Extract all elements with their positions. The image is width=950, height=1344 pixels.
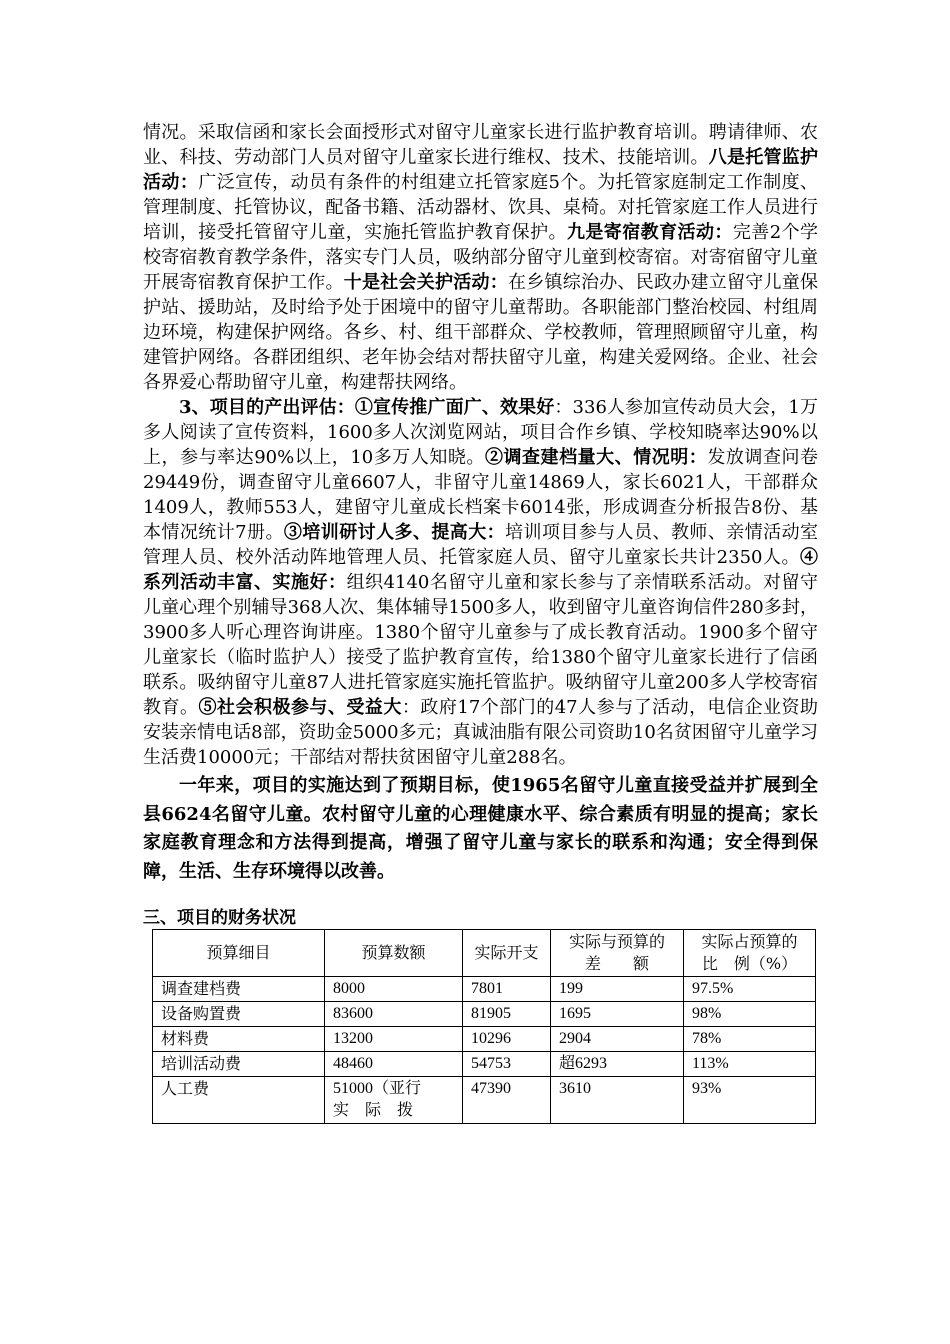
cell-budget-line1: 51000（亚行 [333,1080,422,1097]
cell-actual: 47390 [463,1077,551,1124]
text-run: 组织4140名留守儿童和家长参与了亲情联系活动。对留守儿童心理个别辅导368人次、集体辅导1500多人，收到留守儿童咨询信件280多封，3900多人听心理咨询讲座。1380个留守儿童参与了成长教育活动。1900多个留守儿童家长（临时监护人）接受了监护教育宣传，给1380个留守儿童家长进行了信函联系。吸纳留守儿童87人进托管家庭实施托管监护。吸纳留守儿童200多人学校寄宿教育。 [143,572,818,718]
cell-diff: 超6293 [551,1052,684,1077]
text-run: 广泛宣传，动员有条件的村组建立托管家庭5个。为托管家庭制定工作制度、管理制度、托管协议，配备书籍、活动器材、饮具、桌椅。对托管家庭工作人员进行培训，接受托管留守儿童，实施托管监护教育保护。 [143,172,818,243]
cell-diff: 3610 [551,1077,684,1124]
text-run: 情况。采取信函和家长会面授形式对留守儿童家长进行监护教育培训。聘请律师、农业、科技、劳动部门人员对留守儿童家长进行维权、技术、技能培训。 [143,122,818,168]
cell-actual: 10296 [463,1027,551,1052]
paragraph-summary: 一年来，项目的实施达到了预期目标，使1965名留守儿童直接受益并扩展到全县6624名留守儿童。农村留守儿童的心理健康水平、综合素质有明显的提高；家长家庭教育理念和方法得到提高，增强了留守儿童与家长的联系和沟通；安全得到保障，生活、生存环境得以改善。 [143,775,818,882]
table-row [153,1002,816,1027]
header-item: 预算细目 [153,930,325,977]
bold-heading-society: ⑤社会积极参与、受益大 [198,697,402,718]
cell-budget: 8000 [325,977,463,1002]
header-budget: 预算数额 [325,930,463,977]
cell-ratio: 78% [684,1027,816,1052]
bold-heading-activities: ④系列活动丰富、实施好： [143,547,818,593]
cell-budget: 13200 [325,1027,463,1052]
header-ratio-line2: 比 例（%） [701,954,798,973]
document-page [143,120,818,1124]
cell-item: 培训活动费 [153,1052,325,1077]
text-run: 发放调查问卷29449份，调查留守儿童6607人，非留守儿童14869人，家长6021人，干部群众1409人，教师553人，建留守儿童成长档案卡6014张，形成调查分析报告8份、基本情况统计7册。 [143,447,819,543]
text-run: 培训项目参与人员、教师、亲情活动室管理人员、校外活动阵地管理人员、托管家庭人员、留守儿童家长共计2350人。 [143,522,819,568]
header-ratio [684,930,816,977]
paragraph-output-evaluation [143,395,818,770]
cell-budget: 83600 [325,1002,463,1027]
text-run: 完善2个学校寄宿教育教学条件，落实专门人员，吸纳部分留守儿童到校寄宿。对寄宿留守儿童开展寄宿教育保护工作。 [143,222,819,293]
cell-item: 材料费 [153,1027,325,1052]
cell-budget: 48460 [325,1052,463,1077]
cell-budget-line2: 实 际 拨 [333,1102,414,1119]
cell-actual: 81905 [463,1002,551,1027]
cell-ratio: 113% [684,1052,816,1077]
cell-item: 设备购置费 [153,1002,325,1027]
cell-budget [325,1077,463,1124]
text-run: ：政府17个部门的47人参与了活动，电信企业资助安装亲情电话8部，资助金5000多元；真诚油脂有限公司资助10名贫困留守儿童学习生活费10000元；干部结对帮扶贫困留守儿童288名。 [143,697,819,768]
cell-ratio: 98% [684,1002,816,1027]
cell-ratio: 97.5% [684,977,816,1002]
table-row [153,1077,816,1124]
header-diff [551,930,684,977]
bold-heading-survey: ②调查建档量大、情况明： [484,447,708,468]
cell-diff: 2904 [551,1027,684,1052]
header-diff-line2: 差 额 [584,954,649,973]
cell-diff: 1695 [551,1002,684,1027]
table-row [153,1052,816,1077]
header-actual: 实际开支 [463,930,551,977]
bold-heading-9: 九是寄宿教育活动： [566,222,733,243]
finance-table [152,929,816,1124]
text-run: 在乡镇综治办、民政办建立留守儿童保护站、援助站，及时给予处于困境中的留守儿童帮助。各职能部门整治校园、村组周边环境，构建保护网络。各乡、村、组干部群众、学校教师，管理照顾留守儿童，构建管护网络。各群团组织、老年协会结对帮扶留守儿童，构建关爱网络。企业、社会各界爱心帮助留守儿童，构建帮扶网络。 [143,272,818,393]
cell-ratio: 93% [684,1077,816,1124]
table-header-row [153,930,816,977]
paragraph-activities [143,120,818,395]
bold-heading-training: ③培训研讨人多、提高大： [283,522,506,543]
header-diff-line1: 实际与预算的 [568,932,665,951]
cell-actual: 54753 [463,1052,551,1077]
cell-actual: 7801 [463,977,551,1002]
bold-heading-10: 十是社会关护活动： [343,272,508,293]
cell-diff: 199 [551,977,684,1002]
header-ratio-line1: 实际占预算的 [701,932,798,951]
text-run: ：336人参加宣传动员大会，1万多人阅读了宣传资料，1600多人次浏览网站，项目合作乡镇、学校知晓率达90%以上，参与率达90%以上，10多万人知晓。 [143,397,818,468]
section-title: 三、项目的财务状况 [143,908,296,928]
cell-item: 调查建档费 [153,977,325,1002]
bold-heading-eval: 3、项目的产出评估：①宣传推广面广、效果好 [179,397,555,418]
bold-heading-8: 八是托管监护活动： [143,147,818,193]
table-row [153,977,816,1002]
table-row [153,1027,816,1052]
cell-item: 人工费 [153,1077,325,1124]
